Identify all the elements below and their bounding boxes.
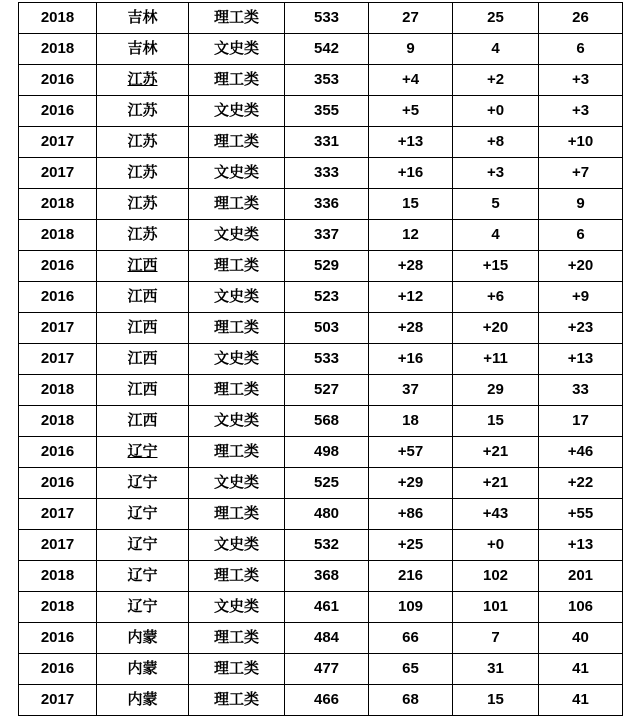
table-row <box>19 251 623 282</box>
table-row <box>19 220 623 251</box>
score-table <box>18 2 623 716</box>
cell-year: 2016 <box>19 437 97 468</box>
table-row <box>19 592 623 623</box>
cell-score: 466 <box>285 685 369 716</box>
cell-province <box>97 65 189 96</box>
cell-rank-c: +55 <box>539 499 623 530</box>
table-row <box>19 530 623 561</box>
table-row <box>19 3 623 34</box>
table-row <box>19 468 623 499</box>
cell-rank-c: +20 <box>539 251 623 282</box>
cell-score: 503 <box>285 313 369 344</box>
province-label: 辽宁 <box>127 505 158 522</box>
cell-rank-b: +3 <box>453 158 539 189</box>
cell-rank-b: +2 <box>453 65 539 96</box>
cell-rank-c: 26 <box>539 3 623 34</box>
table-row <box>19 685 623 716</box>
cell-rank-a: +28 <box>369 313 453 344</box>
cell-rank-c: +22 <box>539 468 623 499</box>
cell-score: 337 <box>285 220 369 251</box>
cell-rank-b: 101 <box>453 592 539 623</box>
spreadsheet-sheet <box>0 2 640 708</box>
cell-rank-b: +21 <box>453 468 539 499</box>
cell-score: 525 <box>285 468 369 499</box>
cell-rank-a: +29 <box>369 468 453 499</box>
cell-rank-c: +9 <box>539 282 623 313</box>
cell-score: 480 <box>285 499 369 530</box>
cell-rank-a: 12 <box>369 220 453 251</box>
cell-category: 理工类 <box>189 437 285 468</box>
cell-rank-b: +0 <box>453 96 539 127</box>
cell-score: 353 <box>285 65 369 96</box>
cell-year: 2017 <box>19 313 97 344</box>
table-row <box>19 313 623 344</box>
cell-rank-a: +13 <box>369 127 453 158</box>
cell-rank-c: 6 <box>539 34 623 65</box>
cell-year: 2018 <box>19 561 97 592</box>
cell-score: 368 <box>285 561 369 592</box>
cell-rank-b: 7 <box>453 623 539 654</box>
province-label: 辽宁 <box>127 536 158 553</box>
cell-province <box>97 468 189 499</box>
cell-category: 文史类 <box>189 282 285 313</box>
cell-rank-a: 37 <box>369 375 453 406</box>
cell-rank-c: +13 <box>539 344 623 375</box>
cell-rank-a: +12 <box>369 282 453 313</box>
cell-province <box>97 406 189 437</box>
cell-rank-a: +16 <box>369 158 453 189</box>
cell-rank-b: 25 <box>453 3 539 34</box>
cell-rank-b: 15 <box>453 685 539 716</box>
province-label: 内蒙 <box>127 660 158 677</box>
left-margin <box>0 2 18 654</box>
cell-rank-a: 66 <box>369 623 453 654</box>
cell-score: 533 <box>285 3 369 34</box>
cell-category: 理工类 <box>189 65 285 96</box>
cell-category: 理工类 <box>189 189 285 220</box>
cell-province <box>97 499 189 530</box>
cell-rank-a: +5 <box>369 96 453 127</box>
cell-province <box>97 375 189 406</box>
cell-category: 理工类 <box>189 375 285 406</box>
cell-rank-b: +20 <box>453 313 539 344</box>
cell-score: 477 <box>285 654 369 685</box>
table-row <box>19 34 623 65</box>
cell-category: 理工类 <box>189 313 285 344</box>
province-label: 内蒙 <box>127 629 158 646</box>
cell-year: 2016 <box>19 251 97 282</box>
cell-score: 333 <box>285 158 369 189</box>
cell-rank-b: +21 <box>453 437 539 468</box>
cell-rank-c: +23 <box>539 313 623 344</box>
cell-year: 2018 <box>19 220 97 251</box>
cell-category: 理工类 <box>189 654 285 685</box>
cell-score: 533 <box>285 344 369 375</box>
cell-rank-c: +46 <box>539 437 623 468</box>
cell-rank-a: +25 <box>369 530 453 561</box>
cell-score: 542 <box>285 34 369 65</box>
cell-rank-b: 31 <box>453 654 539 685</box>
cell-score: 331 <box>285 127 369 158</box>
cell-year: 2016 <box>19 282 97 313</box>
cell-rank-c: 17 <box>539 406 623 437</box>
cell-score: 461 <box>285 592 369 623</box>
cell-rank-a: 65 <box>369 654 453 685</box>
cell-province <box>97 251 189 282</box>
province-label: 江西 <box>127 381 158 398</box>
cell-year: 2018 <box>19 592 97 623</box>
cell-year: 2017 <box>19 499 97 530</box>
cell-rank-c: 41 <box>539 654 623 685</box>
cell-province <box>97 654 189 685</box>
province-label: 江西 <box>127 412 158 429</box>
cell-rank-a: 68 <box>369 685 453 716</box>
cell-year: 2017 <box>19 685 97 716</box>
cell-category: 文史类 <box>189 34 285 65</box>
cell-province <box>97 220 189 251</box>
table-row <box>19 282 623 313</box>
cell-category: 文史类 <box>189 96 285 127</box>
cell-province <box>97 344 189 375</box>
cell-category: 理工类 <box>189 561 285 592</box>
cell-score: 523 <box>285 282 369 313</box>
cell-category: 文史类 <box>189 344 285 375</box>
province-label: 江苏 <box>127 102 158 119</box>
cell-score: 498 <box>285 437 369 468</box>
cell-province <box>97 685 189 716</box>
cell-province <box>97 127 189 158</box>
table-body <box>19 3 623 716</box>
province-label: 吉林 <box>127 9 158 26</box>
cell-year: 2018 <box>19 189 97 220</box>
table-row <box>19 406 623 437</box>
province-label: 江苏 <box>127 164 158 181</box>
province-label: 江西 <box>127 257 158 274</box>
cell-province <box>97 3 189 34</box>
cell-rank-c: 106 <box>539 592 623 623</box>
cell-province <box>97 189 189 220</box>
cell-rank-c: +3 <box>539 96 623 127</box>
cell-rank-a: +86 <box>369 499 453 530</box>
cell-province <box>97 158 189 189</box>
province-label: 江西 <box>127 288 158 305</box>
cell-rank-c: 40 <box>539 623 623 654</box>
cell-rank-a: +57 <box>369 437 453 468</box>
cell-category: 文史类 <box>189 158 285 189</box>
cell-rank-b: +15 <box>453 251 539 282</box>
cell-rank-b: +0 <box>453 530 539 561</box>
table-row <box>19 189 623 220</box>
cell-province <box>97 592 189 623</box>
cell-rank-a: 9 <box>369 34 453 65</box>
cell-year: 2017 <box>19 530 97 561</box>
cell-rank-c: 201 <box>539 561 623 592</box>
cell-category: 文史类 <box>189 468 285 499</box>
cell-rank-b: +6 <box>453 282 539 313</box>
cell-rank-c: 9 <box>539 189 623 220</box>
cell-year: 2016 <box>19 623 97 654</box>
table-row <box>19 654 623 685</box>
province-label: 吉林 <box>127 40 158 57</box>
province-label: 江西 <box>127 350 158 367</box>
cell-category: 理工类 <box>189 685 285 716</box>
cell-year: 2018 <box>19 375 97 406</box>
table-row <box>19 96 623 127</box>
cell-rank-c: 41 <box>539 685 623 716</box>
table-row <box>19 437 623 468</box>
cell-year: 2018 <box>19 406 97 437</box>
cell-rank-b: +43 <box>453 499 539 530</box>
cell-rank-c: +3 <box>539 65 623 96</box>
province-label: 内蒙 <box>127 691 158 708</box>
cell-rank-b: +8 <box>453 127 539 158</box>
cell-province <box>97 96 189 127</box>
cell-year: 2018 <box>19 34 97 65</box>
cell-rank-b: +11 <box>453 344 539 375</box>
right-margin <box>623 2 640 654</box>
cell-rank-c: 33 <box>539 375 623 406</box>
cell-year: 2017 <box>19 344 97 375</box>
province-label: 辽宁 <box>127 598 158 615</box>
province-label: 江西 <box>127 319 158 336</box>
table-row <box>19 158 623 189</box>
cell-category: 理工类 <box>189 623 285 654</box>
cell-year: 2016 <box>19 96 97 127</box>
cell-rank-a: 15 <box>369 189 453 220</box>
cell-rank-a: 18 <box>369 406 453 437</box>
province-label: 辽宁 <box>127 567 158 584</box>
cell-score: 532 <box>285 530 369 561</box>
cell-province <box>97 530 189 561</box>
cell-province <box>97 313 189 344</box>
cell-rank-a: 216 <box>369 561 453 592</box>
cell-rank-b: 4 <box>453 34 539 65</box>
table-row <box>19 344 623 375</box>
cell-rank-c: +10 <box>539 127 623 158</box>
cell-rank-b: 102 <box>453 561 539 592</box>
cell-score: 529 <box>285 251 369 282</box>
province-label: 江苏 <box>127 71 158 88</box>
cell-rank-b: 5 <box>453 189 539 220</box>
province-label: 江苏 <box>127 133 158 150</box>
cell-year: 2018 <box>19 3 97 34</box>
cell-category: 理工类 <box>189 251 285 282</box>
cell-province <box>97 34 189 65</box>
cell-rank-c: +13 <box>539 530 623 561</box>
cell-year: 2017 <box>19 127 97 158</box>
cell-score: 336 <box>285 189 369 220</box>
cell-province <box>97 282 189 313</box>
cell-score: 355 <box>285 96 369 127</box>
cell-year: 2017 <box>19 158 97 189</box>
table-row <box>19 65 623 96</box>
cell-rank-a: +16 <box>369 344 453 375</box>
cell-province <box>97 437 189 468</box>
table-row <box>19 375 623 406</box>
cell-score: 568 <box>285 406 369 437</box>
table-row <box>19 127 623 158</box>
province-label: 江苏 <box>127 226 158 243</box>
table-row <box>19 561 623 592</box>
cell-rank-a: +4 <box>369 65 453 96</box>
cell-category: 文史类 <box>189 592 285 623</box>
cell-rank-c: +7 <box>539 158 623 189</box>
cell-rank-b: 15 <box>453 406 539 437</box>
cell-category: 理工类 <box>189 127 285 158</box>
cell-score: 484 <box>285 623 369 654</box>
cell-rank-a: 27 <box>369 3 453 34</box>
province-label: 辽宁 <box>127 474 158 491</box>
cell-rank-b: 4 <box>453 220 539 251</box>
cell-year: 2016 <box>19 65 97 96</box>
cell-rank-c: 6 <box>539 220 623 251</box>
cell-score: 527 <box>285 375 369 406</box>
cell-rank-a: 109 <box>369 592 453 623</box>
cell-year: 2016 <box>19 468 97 499</box>
cell-category: 文史类 <box>189 530 285 561</box>
province-label: 江苏 <box>127 195 158 212</box>
cell-rank-a: +28 <box>369 251 453 282</box>
cell-rank-b: 29 <box>453 375 539 406</box>
table-row <box>19 623 623 654</box>
cell-province <box>97 623 189 654</box>
cell-province <box>97 561 189 592</box>
table-row <box>19 499 623 530</box>
province-label: 辽宁 <box>127 443 158 460</box>
cell-category: 理工类 <box>189 499 285 530</box>
cell-year: 2016 <box>19 654 97 685</box>
cell-category: 理工类 <box>189 3 285 34</box>
cell-category: 文史类 <box>189 220 285 251</box>
cell-category: 文史类 <box>189 406 285 437</box>
